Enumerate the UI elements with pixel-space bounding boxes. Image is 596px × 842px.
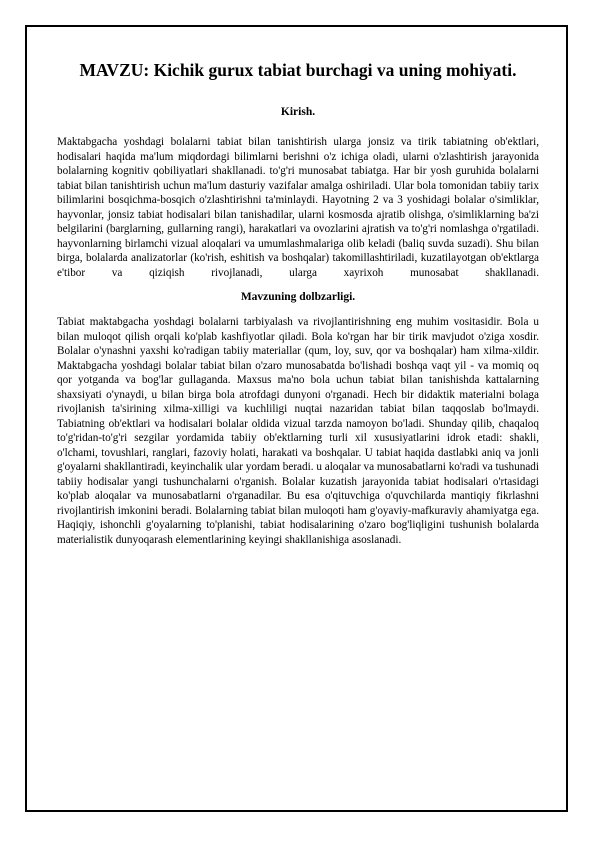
relevance-paragraph: Tabiat maktabgacha yoshdagi bolalarni tarbiyalash va rivojlantirishning eng muhim vositasidir. Bola u bilan muloqot qilish orqali ko'plab kashfiyotlar qiladi. Bola ko'rgan har bir tirik mavjudot o'ziga xosdir. Bolalar o'ynashni yaxshi ko'radigan tabiiy materiallar (qum, loy, suv, qor va boshqalar) ham xilma-xildir. Maktabgacha yoshdagi bolalar tabiat bilan o'zaro munosabatda bo'lishadi boshqa vaqt yil - va momiq oq qor yotganda va bog'lar gullaganda. Maxsus ma'no bola uchun tabiat bilan tanishishda kattalarning shaxsiyati o'ynaydi, u bilan birga bola atrofdagi dunyoni o'rganadi. Hech bir didaktik materialni bolaga rivojlanish ta'sirining xilma-xilligi va kuchliligi nuqtai nazaridan tabiat bilan taqqoslab bo'lmaydi. Tabiatning ob'ektlari va hodisalari bolalar oldida vizual tarzda namoyon bo'ladi. Shunday qilib, chaqaloq to'g'ridan-to'g'ri sezgilar yordamida tabiiy ob'ektlarning turli xil xususiyatlarini idrok etadi: shakli, o'lchami, tovushlari, ranglari, fazoviy holati, harakati va boshqalar. U tabiat haqida dastlabki aniq va jonli g'oyalarni shakllantiradi, keyinchalik ular yordam beradi. u aloqalar va munosabatlarni ko'radi va tushunadi tabiiy hodisalar yangi tushunchalarni o'rganish. Bolalar kuzatish jarayonida tabiat hodisalari o'rtasidagi ko'plab aloqalar va munosabatlarni o'rganadilar. Bu esa o'qituvchiga o'quvchilarda mantiqiy fikrlashni rivojlantirish imkonini beradi. Bolalarning tabiat bilan muloqoti ham g'oyaviy-mafkuraviy ahamiyatga ega. Haqiqiy, ishonchli g'oyalarning to'planishi, tabiat hodisalarining o'zaro bog'liqligini tushunish bolalarda materialistik dunyoqarash elementlarining keyingi shakllanishiga asoslanadi. xyxy=(57,316,539,546)
document-title: MAVZU: Kichik gurux tabiat burchagi va uning mohiyati. xyxy=(79,60,517,80)
document-body xyxy=(57,58,539,547)
section-heading-relevance: Mavzuning dolbzarligi. xyxy=(240,291,356,303)
section-heading-intro: Kirish. xyxy=(280,106,316,118)
intro-paragraph: Maktabgacha yoshdagi bolalarni tabiat bilan tanishtirish ularga jonsiz va tirik tabiatning ob'ektlari, hodisalari haqida ma'lum miqdordagi bilimlarni berishni o'z ichiga oladi, ularni o'zlashtirish jarayonida bolalarning kognitiv qobiliyatlari shakllanadi. to'g'ri munosabat tabiatga. Har bir yosh guruhida bolalarni tabiat bilan tanishtirish uchun ma'lum dasturiy vazifalar amalga oshiriladi. Ular bola tomonidan tabiiy tarix bilimlarini bosqichma-bosqich o'zlashtirishni ta'minlaydi. Hayotning 2 va 3 yoshidagi bolalar o'simliklar, hayvonlar, jonsiz tabiat hodisalari bilan tanishadilar, ularni kosmosda ajratib olishga, o'simliklarning ba'zi belgilarini (barglarning, gullarning rangi), harakatlari va ovozlarini ajratish va to'g'ri nomlashga o'rgatiladi. hayvonlarning birlamchi vizual aloqalari va umumlashmalariga olib keladi (baliq suvda suzadi). Shu bilan birga, bolalarda analizatorlar (ko'rish, eshitish va boshqalar) takomillashtiriladi, kuzatilayotgan ob'ektlarga e'tibor va qiziqish rivojlanadi, ularga xayrixoh munosabat shakllanadi. xyxy=(57,136,539,279)
